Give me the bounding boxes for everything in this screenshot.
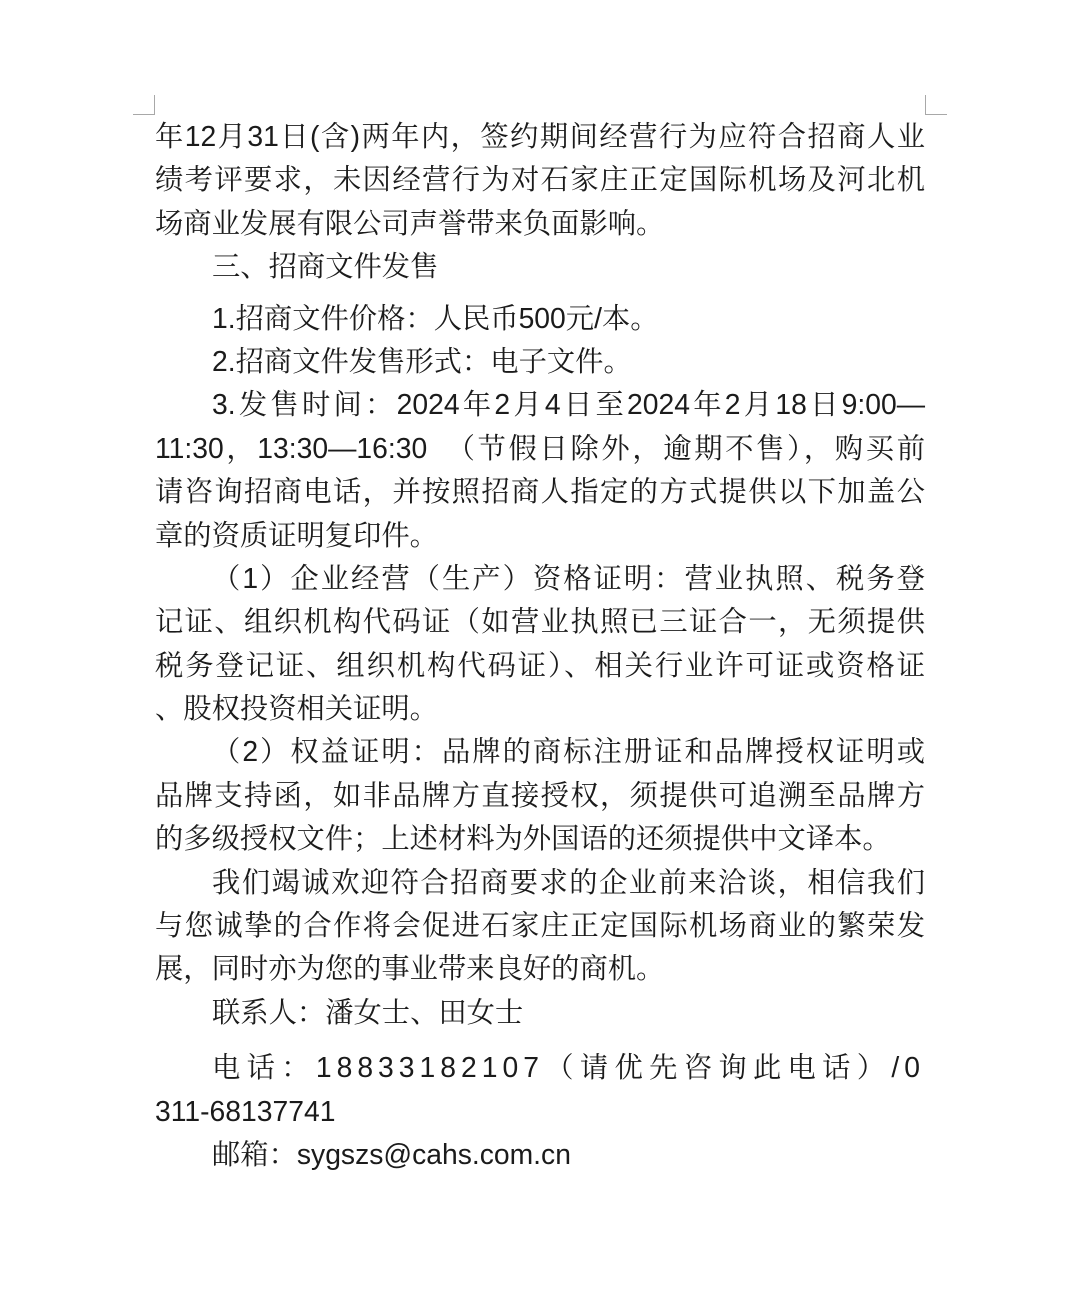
text-line: 场商业发展有限公司声誉带来负面影响。 — [155, 206, 665, 239]
text-line: 我们竭诚欢迎符合招商要求的企业前来洽谈，相信我们 — [212, 865, 925, 898]
text-line: 记证、组织机构代码证（如营业执照已三证合一，无须提供 — [155, 605, 925, 638]
text-line: 311-68137741 — [155, 1094, 336, 1127]
text-line: 的多级授权文件；上述材料为外国语的还须提供中文译本。 — [155, 822, 891, 855]
text-line: 章的资质证明复印件。 — [155, 518, 438, 551]
contact-email — [155, 1133, 925, 1176]
text-line: （1）企业经营（生产）资格证明：营业执照、税务登 — [212, 561, 925, 594]
section-heading-document-sale — [155, 245, 925, 288]
text-line: 年12月31日(含)两年内，签约期间经营行为应符合招商人业 — [155, 120, 925, 152]
page-corner-mark-top-right — [925, 95, 947, 115]
text-line: 邮箱：sygszs@cahs.com.cn — [212, 1137, 571, 1170]
item-sale-time — [155, 383, 925, 557]
paragraph-invitation — [155, 861, 925, 991]
text-line: 请咨询招商电话，并按照招商人指定的方式提供以下加盖公 — [155, 475, 925, 508]
text-line: 绩考评要求，未因经营行为对石家庄正定国际机场及河北机 — [155, 163, 925, 196]
text-line: （2）权益证明：品牌的商标注册证和品牌授权证明或 — [212, 735, 925, 768]
subitem-rights-proof — [155, 730, 925, 860]
text-line: 电话：18833182107（请优先咨询此电话）/0 — [212, 1051, 925, 1084]
item-document-price — [155, 297, 925, 340]
text-line: 3.发售时间：2024年2月4日至2024年2月18日9:00— — [212, 388, 925, 421]
page-corner-mark-top-left — [133, 95, 155, 115]
text-line: 与您诚挚的合作将会促进石家庄正定国际机场商业的繁荣发 — [155, 909, 925, 942]
paragraph-qualification-requirement — [155, 115, 925, 245]
contact-person — [155, 991, 925, 1034]
text-line: 展，同时亦为您的事业带来良好的商机。 — [155, 952, 665, 985]
text-line: 、股权投资相关证明。 — [155, 692, 438, 725]
subitem-business-qualification — [155, 557, 925, 731]
document-body — [155, 115, 925, 1176]
text-line: 税务登记证、组织机构代码证）、相关行业许可证或资格证 — [155, 648, 925, 681]
contact-phone — [155, 1046, 925, 1133]
text-line: 11:30，13:30—16:30 （节假日除外，逾期不售），购买前 — [155, 431, 925, 464]
item-sale-format — [155, 340, 925, 383]
text-line: 2.招商文件发售形式：电子文件。 — [212, 344, 632, 377]
section-heading: 三、招商文件发售 — [212, 250, 439, 283]
text-line: 联系人：潘女士、田女士 — [212, 995, 524, 1028]
text-line: 1.招商文件价格：人民币500元/本。 — [212, 301, 659, 334]
text-line: 品牌支持函，如非品牌方直接授权，须提供可追溯至品牌方 — [155, 778, 925, 811]
